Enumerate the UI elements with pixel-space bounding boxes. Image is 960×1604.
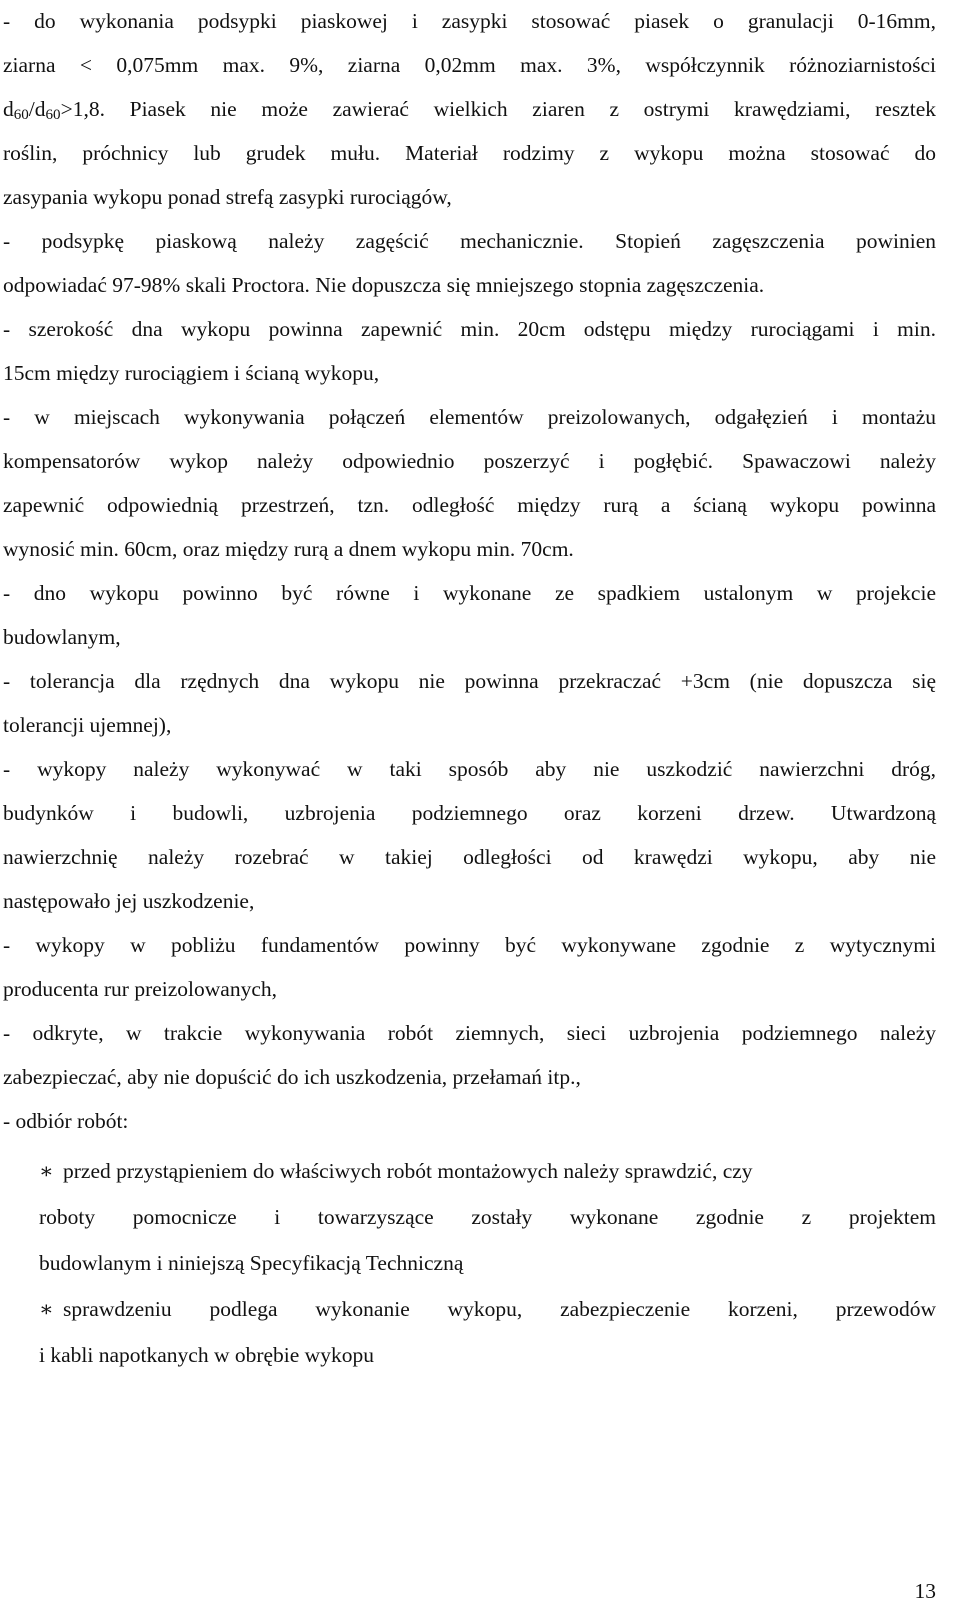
text-line: - do wykonania podsypki piaskowej i zasypki stosować piasek o granulacji 0-16mm, xyxy=(3,9,936,33)
text-line-with-subscripts xyxy=(3,94,936,124)
text-line: - odbiór robót: xyxy=(3,1109,129,1133)
text-line: producenta rur preizolowanych, xyxy=(3,977,278,1001)
text-line: - tolerancja dla rzędnych dna wykopu nie powinna przekraczać +3cm (nie dopuszcza się xyxy=(3,669,936,693)
text-line: zapewnić odpowiednią przestrzeń, tzn. odległość między rurą a ścianą wykopu powinna xyxy=(3,493,936,517)
text-line: - dno wykopu powinno być równe i wykonane ze spadkiem ustalonym w projekcie xyxy=(3,581,936,605)
text-line: zasypania wykopu ponad strefą zasypki rurociągów, xyxy=(3,185,452,209)
subscript: 60 xyxy=(45,107,61,123)
text-line: tolerancji ujemnej), xyxy=(3,713,172,737)
page-number: 13 xyxy=(914,1579,936,1603)
text-line: zabezpieczać, aby nie dopuścić do ich uszkodzenia, przełamań itp., xyxy=(3,1065,581,1089)
sub-item-line xyxy=(39,1294,936,1324)
text-line: wynosić min. 60cm, oraz między rurą a dnem wykopu min. 70cm. xyxy=(3,537,574,561)
sub-item-text: przed przystąpieniem do właściwych robót montażowych należy sprawdzić, czy xyxy=(63,1159,753,1183)
sub-item-line: budowlanym i niniejszą Specyfikacją Techniczną xyxy=(39,1251,464,1275)
text-fragment: >1,8. Piasek nie może zawierać wielkich ziaren z ostrymi krawędziami, resztek xyxy=(60,97,936,121)
text-line: ziarna < 0,075mm max. 9%, ziarna 0,02mm max. 3%, współczynnik różnoziarnistości xyxy=(3,53,936,77)
text-line: - odkryte, w trakcie wykonywania robót ziemnych, sieci uzbrojenia podziemnego należy xyxy=(3,1021,936,1045)
text-fragment: d xyxy=(3,97,14,121)
sub-item-text: sprawdzeniu podlega wykonanie wykopu, zabezpieczenie korzeni, przewodów xyxy=(63,1297,936,1321)
sub-item-line xyxy=(39,1156,936,1186)
text-line: nawierzchnię należy rozebrać w takiej odległości od krawędzi wykopu, aby nie xyxy=(3,845,936,869)
text-line: budynków i budowli, uzbrojenia podziemnego oraz korzeni drzew. Utwardzoną xyxy=(3,801,936,825)
text-fragment: /d xyxy=(28,97,46,121)
text-line: roślin, próchnicy lub grudek mułu. Materiał rodzimy z wykopu można stosować do xyxy=(3,141,936,165)
text-line: następowało jej uszkodzenie, xyxy=(3,889,255,913)
text-line: - szerokość dna wykopu powinna zapewnić min. 20cm odstępu między rurociągami i min. xyxy=(3,317,936,341)
text-line: - podsypkę piaskową należy zagęścić mechanicznie. Stopień zagęszczenia powinien xyxy=(3,229,936,253)
sub-item-line: i kabli napotkanych w obrębie wykopu xyxy=(39,1343,374,1367)
text-line: - wykopy w pobliżu fundamentów powinny być wykonywane zgodnie z wytycznymi xyxy=(3,933,936,957)
text-line: budowlanym, xyxy=(3,625,121,649)
text-line: kompensatorów wykop należy odpowiednio poszerzyć i pogłębić. Spawaczowi należy xyxy=(3,449,936,473)
subscript: 60 xyxy=(13,107,29,123)
asterisk-bullet-icon: ∗ xyxy=(39,1297,54,1321)
text-line: - wykopy należy wykonywać w taki sposób aby nie uszkodzić nawierzchni dróg, xyxy=(3,757,936,781)
asterisk-bullet-icon: ∗ xyxy=(39,1159,54,1183)
text-line: 15cm między rurociągiem i ścianą wykopu, xyxy=(3,361,380,385)
sub-item-line: roboty pomocnicze i towarzyszące zostały wykonane zgodnie z projektem xyxy=(39,1205,936,1229)
text-line: odpowiadać 97-98% skali Proctora. Nie dopuszcza się mniejszego stopnia zagęszczenia. xyxy=(3,273,765,297)
text-line: - w miejscach wykonywania połączeń elementów preizolowanych, odgałęzień i montażu xyxy=(3,405,936,429)
